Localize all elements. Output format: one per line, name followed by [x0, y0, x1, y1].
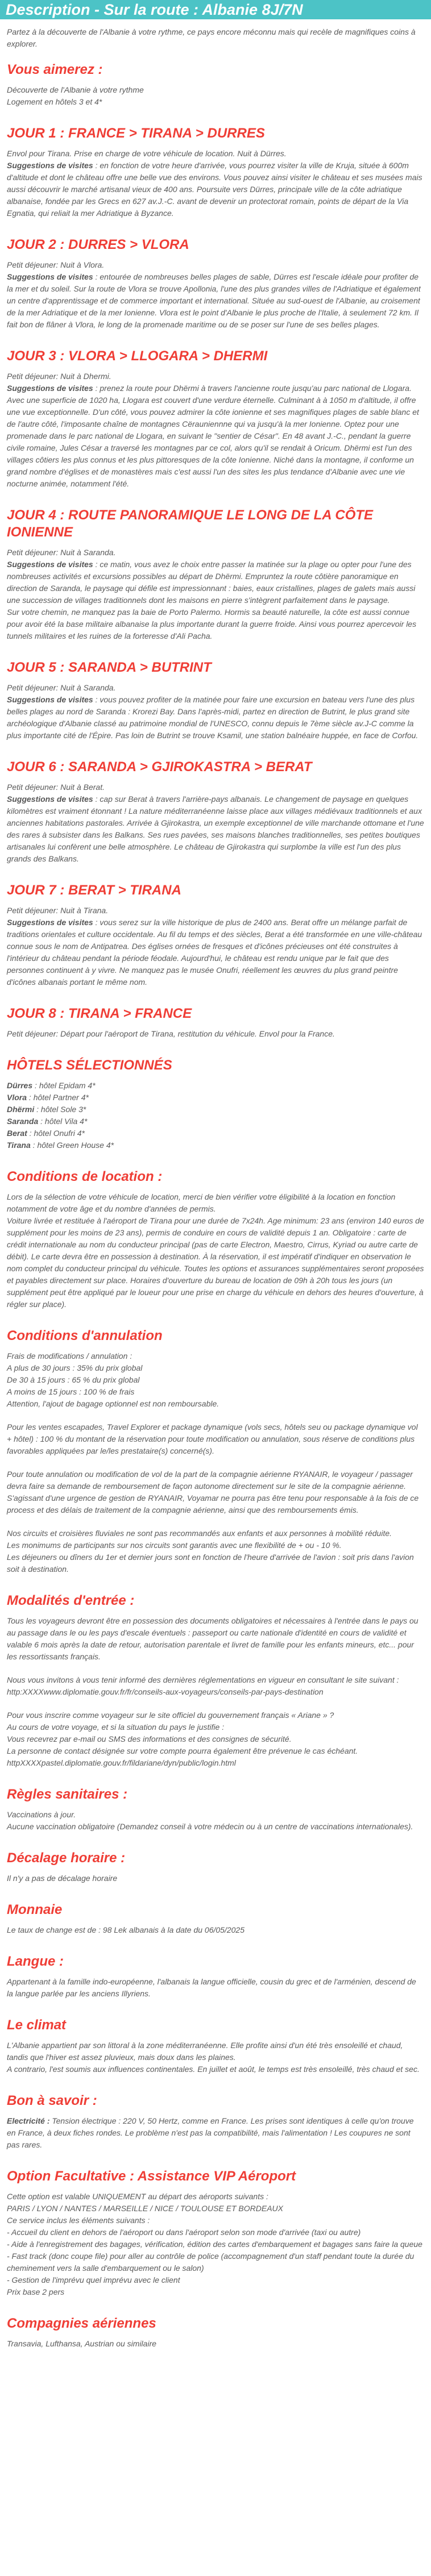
aims-heading: Vous aimerez : [7, 62, 103, 77]
hotel-sep: : [30, 1141, 38, 1150]
visits-text: ce matin, vous avez le choix entre passer la matinée sur la plage ou opter pour l'une des nombreuses activités et excursions possibles au départ de Dhërmi. Empruntez la route côtière panoramique en direction de Saranda, le paysage qui défile est impressionnant : baies, eaux cristallines, plages de galets mais aussi une succession de villages traditionnels dont les maisons en pierre s'intègrent parfaitement dans le paysage. Sur votre chemin, ne manquez pas la baie de Porto Palermo. Hormis sa beauté naturelle, la côte est aussi connue pour avoir été la base militaire albanaise la plus importante durant la guerre froide. Ainsi vous pourrez apercevoir les tunnels militaires et les ruines de la forteresse d'Ali Pacha. [7, 560, 417, 640]
breakfast-label: Petit déjeuner: [7, 783, 61, 792]
timezone-text: Il n'y a pas de décalage horaire [7, 1874, 118, 1883]
day-title: JOUR 1 : FRANCE > TIRANA > DURRES [7, 126, 265, 141]
hotel-name: hôtel Sole 3* [40, 1105, 86, 1114]
vip-line: - Aide à l'enregistrement des bagages, vérification, édition des cartes d'embarquement et bagages sans faire la queue [7, 2240, 422, 2249]
info-heading: Bon à savoir : [7, 2093, 97, 2108]
cancel-paragraph: Pour les ventes escapades, Travel Explorer et package dynamique (vols secs, hôtels seu ou package dynamique vol + hôtel) : 100 % du montant de la réservation pour toute modification ou annulation, sous réserve de conditions plus favorables appliquées par le/les prestataire(s) concerné(s). [7, 1422, 418, 1455]
hotel-city: Dhërmi [7, 1105, 35, 1114]
breakfast-text: Nuit à Berat. [60, 783, 105, 792]
cancel-line: Attention, l'ajout de bagage optionnel est non remboursable. [7, 1399, 219, 1408]
visits-text: vous serez sur la ville historique de plus de 2400 ans. Berat offre un mélange parfait de traditions orientales et culture occidentale. Au fil du temps et des siècles, Berat a été transformée en une ville-château connue sous le nom de Antipatrea. Des églises ornées de fresques et d'icônes précieuses ont été construites à l'intérieur du château pendant la période féodale. Aujourd'hui, le château est rendu unique par le fait que des personnes continuent à y vivre. Ne manquez pas le musée Onufri, réellement les œuvres du plus grand peintre d'icônes albanais portant le même nom. [7, 918, 422, 987]
info-label: Electricité : [7, 2116, 50, 2125]
vip-line: - Fast track (donc coupe file) pour aller au contrôle de police (accompagnement d'un staff pendant toute la durée du cheminement vers la salle d'embarquement ou le salon) [7, 2252, 415, 2273]
breakfast-label: Petit déjeuner: [7, 1029, 61, 1038]
description-content [0, 19, 431, 2350]
hotel-item [7, 1139, 424, 1151]
visits-label: Suggestions de visites [7, 161, 93, 170]
vip-line: PARIS / LYON / NANTES / MARSEILLE / NICE / TOULOUSE ET BORDEAUX [7, 2204, 283, 2213]
aims-item: Logement en hôtels 3 et 4* [7, 97, 102, 106]
hotel-name: hôtel Epidam 4* [39, 1081, 96, 1090]
money-text: Le taux de change est de : 98 Lek albanais à la date du 06/05/2025 [7, 1925, 244, 1934]
day-visits [7, 559, 424, 642]
hotel-item [7, 1127, 424, 1139]
visits-text: vous pouvez profiter de la matinée pour faire une excursion en bateau vers l'une des plus belles plages au nord de Saranda : Krorezi Bay. Dans l'après-midi, partez en direction de Butrint, le plus grand site archéologique d'Albanie classé au patrimoine mondial de l'UNESCO, connu depuis le 7ème siècle av.J-C comme la plus importante cité de l'Épire. Pas loin de Butrint se trouve Ksamil, une station balnéaire huppée, en face de Corfou. [7, 695, 418, 740]
breakfast-label: Petit déjeuner: [7, 548, 61, 557]
climate-text: L'Albanie appartient par son littoral à la zone méditerranéenne. Elle profite ainsi d'un été très ensoleillé et chaud, tandis que l'hiver est assez pluvieux, mais doux dans les plaines. A contrario, l'est soumis aux influences continentales. En juillet et août, le temps est très ensoleillé, très chaud et sec. [7, 2041, 420, 2074]
visits-sep: : [93, 794, 100, 804]
vip-line: Prix base 2 pers [7, 2287, 65, 2296]
entry-paragraph: Tous les voyageurs devront être en possession des documents obligatoires et nécessaires à l'entrée dans le pays ou au passage dans le ou les pays d'escale éventuels : passeport ou carte nationale d'identité en cours de validité et valable 6 mois après la date de retour, autorisation parentale et livret de famille pour les enfants mineurs, etc... pour les ressortissants français. [7, 1616, 418, 1661]
day-visits [7, 793, 424, 865]
day-breakfast [7, 259, 424, 271]
day-visits [7, 694, 424, 742]
visits-label: Suggestions de visites [7, 695, 93, 704]
hotel-sep: : [38, 1117, 45, 1126]
hotel-name: hôtel Vila 4* [44, 1117, 88, 1126]
hotels-heading: HÔTELS SÉLECTIONNÉS [7, 1058, 172, 1073]
airlines-text: Transavia, Lufthansa, Austrian ou similaire [7, 2339, 157, 2348]
cancel-heading: Conditions d'annulation [7, 1328, 163, 1343]
cancel-paragraph: Pour toute annulation ou modification de vol de la part de la compagnie aérienne RYANAIR, le voyageur / passager devra faire sa demande de remboursement de façon autonome directement sur le site de la compagnie aérienne. S'agissant d'une urgence de gestion de RYANAIR, Voyamar ne pourra pas être tenu pour responsable à la fois de ce process et des délais de traitement de la compagnie aérienne, ainsi que des remboursements émis. [7, 1470, 419, 1514]
visits-sep: : [93, 161, 100, 170]
hotel-city: Berat [7, 1129, 27, 1138]
intro-text: Partez à la découverte de l'Albanie à votre rythme, ce pays encore méconnu mais qui recèle de magnifiques coins à explorer. [7, 27, 416, 48]
day-breakfast [7, 781, 424, 793]
day-title: JOUR 4 : ROUTE PANORAMIQUE LE LONG DE LA CÔTE IONIENNE [7, 507, 374, 540]
hotel-item [7, 1104, 424, 1116]
day-visits [7, 160, 424, 219]
hotel-item [7, 1080, 424, 1092]
airlines-heading: Compagnies aériennes [7, 2316, 156, 2331]
breakfast-label: Petit déjeuner: [7, 260, 61, 269]
breakfast-text: Nuit à Vlora. [60, 260, 105, 269]
breakfast-text: Nuit à Dhermi. [60, 372, 111, 381]
aims-item: Découverte de l'Albanie à votre rythme [7, 85, 144, 94]
visits-sep: : [93, 272, 100, 281]
cancel-lines [7, 1350, 424, 1410]
vip-lines [7, 2191, 424, 2298]
day-visits [7, 271, 424, 331]
money-heading: Monnaie [7, 1902, 63, 1917]
itinerary-days [7, 108, 424, 1040]
hotel-name: hôtel Onufri 4* [34, 1129, 85, 1138]
climate-heading: Le climat [7, 2017, 67, 2033]
hotel-item [7, 1116, 424, 1127]
hotel-city: Saranda [7, 1117, 39, 1126]
vip-line: - Gestion de l'imprévu quel imprévu avec le client [7, 2275, 180, 2284]
day-title: JOUR 2 : DURRES > VLORA [7, 237, 189, 252]
vip-line: Ce service inclus les éléments suivants : [7, 2216, 150, 2225]
cancel-line: Frais de modifications / annulation : [7, 1351, 132, 1360]
day-breakfast [7, 547, 424, 559]
day-title: JOUR 5 : SARANDA > BUTRINT [7, 660, 212, 675]
hotel-name: hôtel Green House 4* [37, 1141, 114, 1150]
visits-label: Suggestions de visites [7, 384, 93, 393]
vip-line: Cette option est valable UNIQUEMENT au départ des aéroports suivants : [7, 2192, 268, 2201]
health-heading: Règles sanitaires : [7, 1787, 128, 1802]
language-text: Appartenant à la famille indo-européenne, l'albanais la langue officielle, cousin du grec et de l'arménien, descend de la langue parlée par les anciens Illyriens. [7, 1977, 416, 1998]
entry-paragraph: Pour vous inscrire comme voyageur sur le site officiel du gouvernement français « Ariane » ? Au cours de votre voyage, et si la situation du pays le justifie : Vous recevrez par e-mail ou SMS des informations et des consignes de sécurité. La personne de contact désignée sur votre compte pourra également être prévenue le cas échéant. httpXXXXpastel.diplomatie.gouv.fr/fildariane/dyn/public/login.html [7, 1711, 358, 1767]
hotel-item [7, 1092, 424, 1104]
visits-label: Suggestions de visites [7, 272, 93, 281]
vip-line: - Accueil du client en dehors de l'aéroport ou dans l'aéroport selon son mode d'arrivée (taxi ou autre) [7, 2228, 361, 2237]
info-body: Tension électrique : 220 V, 50 Hertz, comme en France. Les prises sont identiques à celle qu'on trouve en France, à deux fiches rondes. Le problème n'est pas la compatibilité, mais l'alimentation ! Les coupures ne sont pas rares. [7, 2116, 414, 2149]
hotel-city: Dürres [7, 1081, 33, 1090]
hotel-sep: : [32, 1081, 39, 1090]
breakfast-label: Petit déjeuner: [7, 683, 61, 692]
cancel-line: A moins de 15 jours : 100 % de frais [7, 1387, 135, 1396]
day-visits [7, 382, 424, 490]
breakfast-text: Nuit à Tirana. [60, 906, 109, 915]
visits-sep: : [93, 384, 100, 393]
day-title: JOUR 6 : SARANDA > GJIROKASTRA > BERAT [7, 759, 312, 775]
day-lead: Envol pour Tirana. Prise en charge de votre véhicule de location. Nuit à Dürres. [7, 149, 287, 158]
page-banner [0, 0, 431, 19]
visits-label: Suggestions de visites [7, 918, 93, 927]
cancel-paragraph: Nos circuits et croisières fluviales ne sont pas recommandés aux enfants et aux personnes à mobilité réduite. Les monimums de participants sur nos circuits sont garantis avec une flexibilité de + ou - 10 %. Les déjeuners ou dîners du 1er et dernier jours sont en fonction de l'heure d'arrivée de l'avion : soit pris dans l'avion soit à destination. [7, 1529, 414, 1574]
visits-sep: : [93, 918, 100, 927]
banner-title: Description - Sur la route : Albanie 8J/7N [6, 1, 303, 18]
breakfast-text: Nuit à Saranda. [60, 683, 116, 692]
language-heading: Langue : [7, 1954, 64, 1969]
hotel-city: Tirana [7, 1141, 31, 1150]
breakfast-text: Départ pour l'aéroport de Tirana, restitution du véhicule. Envol pour la France. [60, 1029, 335, 1038]
visits-text: en fonction de votre heure d'arrivée, vous pourrez visiter la ville de Kruja, située à 600m d'altitude et dont le château offre une belle vue des environs. Vous pouvez ainsi visiter le château et ses musées mais aussi découvrir le marché artisanal vieux de 400 ans. Poursuite vers Dürres, principale ville de la côte adriatique albanaise, fondée par les Grecs en 627 av.J.-C. avant de devenir un protectorat romain, points de départ de la Via Egnatia, qui reliait la mer Adriatique à Byzance. [7, 161, 422, 218]
cancel-line: A plus de 30 jours : 35% du prix global [7, 1363, 143, 1372]
visits-text: prenez la route pour Dhërmi à travers l'ancienne route jusqu'au parc national de Llogara. Avec une superficie de 1020 ha, Llogara est couvert d'une verdure éternelle. Culminant à à 1050 m d'altitude, il offre une vue exceptionnelle. D'un côté, vous pouvez admirer la côte ionienne et ses magnifiques plages de sable blanc et de l'autre côté, l'imposante chaîne de montagnes Cërauniennne qui va jusqu'à la mer Ionienne. Optez pour une promenade dans le parc national de Llogara, en suivant le "sentier de César". En 48 avant J.-C., pendant la guerre civile romaine, Jules César a traversé les montagnes par ce col, alors qu'il se rendait à Oricum. Dhërmi est l'un des villages côtiers les plus connus et les plus pittoresques de la côte Ionienne. Niché dans la montagne, il conforme un grand nombre d'églises et de monastères mais c'est aussi l'un des sites les plus tendance d'Albanie avec une vie nocturne animée, notamment l'été. [7, 384, 419, 488]
hotels-list [7, 1080, 424, 1151]
day-title: JOUR 3 : VLORA > LLOGARA > DHERMI [7, 348, 268, 364]
entry-heading: Modalités d'entrée : [7, 1593, 135, 1608]
health-text: Vaccinations à jour. Aucune vaccination obligatoire (Demandez conseil à votre médecin ou à un centre de vaccinations internationales). [7, 1810, 413, 1831]
day-visits [7, 917, 424, 988]
hotel-sep: : [27, 1093, 34, 1102]
visits-label: Suggestions de visites [7, 794, 93, 804]
breakfast-label: Petit déjeuner: [7, 906, 61, 915]
visits-text: cap sur Berat à travers l'arrière-pays albanais. Le changement de paysage en quelques kilomètres est vraiment étonnant ! La nature méditerranéenne laisse place aux villages médiévaux traditionnels et aux anciennes habitations pastorales. Arrivée à Gjirokastra, un exemple exceptionnel de ville marchande ottomane et l'une des rares à subsister dans les Balkans. Ses rues pavées, ses maisons blanches traditionnelles, ses petites boutiques artisanales lui confèrent une belle atmosphère. Le château de Gjirokastra qui surplombe la ville est l'un des plus grands des Balkans. [7, 794, 424, 863]
timezone-heading: Décalage horaire : [7, 1850, 126, 1866]
cancel-line: De 30 à 15 jours : 65 % du prix global [7, 1375, 140, 1384]
day-breakfast [7, 371, 424, 382]
breakfast-text: Nuit à Saranda. [60, 548, 116, 557]
hotel-name: hôtel Partner 4* [33, 1093, 89, 1102]
visits-sep: : [93, 695, 100, 704]
breakfast-label: Petit déjeuner: [7, 372, 61, 381]
day-breakfast [7, 1028, 424, 1040]
visits-label: Suggestions de visites [7, 560, 93, 569]
hotel-city: Vlora [7, 1093, 27, 1102]
day-title: JOUR 8 : TIRANA > FRANCE [7, 1006, 192, 1021]
hotel-sep: : [27, 1129, 34, 1138]
day-title: JOUR 7 : BERAT > TIRANA [7, 883, 181, 898]
day-breakfast [7, 905, 424, 917]
day-breakfast [7, 682, 424, 694]
info-text [7, 2115, 424, 2151]
visits-sep: : [93, 560, 100, 569]
hotel-sep: : [34, 1105, 41, 1114]
vip-heading: Option Facultative : Assistance VIP Aéroport [7, 2169, 296, 2184]
location-heading: Conditions de location : [7, 1169, 163, 1184]
location-text: Lors de la sélection de votre véhicule de location, merci de bien vérifier votre éligibilité à la location en fonction notamment de votre âge et du nombre d'années de permis. Voiture livrée et restituée à l'aéroport de Tirana pour une durée de 7x24h. Age minimum: 23 ans (environ 140 euros de supplément pour les moins de 23 ans), permis de conduire en cours de validité depuis 1 an. Obligatoire : carte de crédit internationale au nom du conducteur principal (pas de carte Electron, Maestro, Cirrus, Kyriad ou autre carte de débit). Le carte devra être en possession à destination. À la réservation, il est impératif d'indiquer en observation le nom complet du conducteur principal du véhicule. Toutes les options et assurances supplémentaires seront proposées et payables directement sur place. Horaires d'ouverture du bureau de location de 09h à 20h tous les jours (un supplément peut être appliqué par le loueur pour une prise en charge du véhicule en dehors des heures d'ouverture, à régler sur place). [7, 1192, 424, 1309]
visits-text: entourée de nombreuses belles plages de sable, Dürres est l'escale idéale pour profiter de la mer et du soleil. Sur la route de Vlora se trouve Apollonia, l'une des plus grandes villes de l'Adriatique et également un centre d'apprentissage et de commerce important et international. Située au sud-ouest de l'Albanie, au croisement de la mer Adriatique et de la mer Ionienne. Vlora est le point d'Albanie le plus proche de l'Italie, à seulement 72 km. Il fait bon de flâner à Vlora, le long de la promenade maritime ou de se poser sur l'une de ses belles plages. [7, 272, 421, 329]
entry-paragraph: Nous vous invitons à vous tenir informé des dernières réglementations en vigueur en consultant le site suivant : http:XXXXwww.diplomatie.gouv.fr/fr/conseils-aux-voyageurs/conseils-par-pays-destination [7, 1675, 399, 1696]
